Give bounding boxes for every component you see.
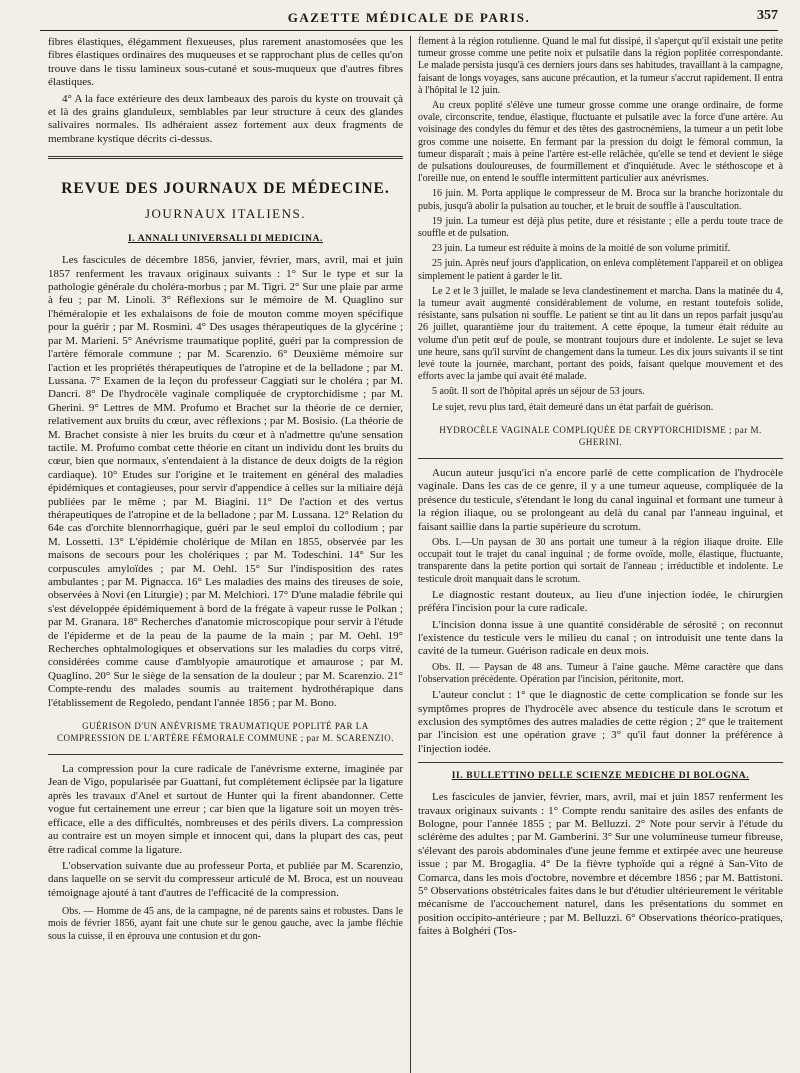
observation-paragraph: Obs. — Homme de 45 ans, de la campagne, né de parents sains et robustes. Dans le mois de février 1856, ayant fait une chute sur le genou gauche, avec la jambe fléchie sous la cuisse, il en éprouva une contusion et du gon- <box>48 906 403 942</box>
column-divider <box>410 36 411 1073</box>
short-rule <box>48 754 403 755</box>
paragraph: 4° A la face extérieure des deux lambeaux des parois du kyste on trouvait çà et là des grains glanduleux, semblables par leur structure à ceux des glandes salivaires normales. Ils adhéraient assez fortement aux deux fragments de membrane kystique décrits ci-dessus. <box>48 92 403 145</box>
paragraph: 25 juin. Après neuf jours d'application, on enleva complètement l'appareil et on obligea simplement le patient à garder le lit. <box>418 258 783 282</box>
paragraph: Aucun auteur jusqu'ici n'a encore parlé de cette complication de l'hydrocèle vaginale. Dans les cas de ce genre, il y a une tumeur aqueuse, compliquée de la présence du testicule, s'étendant le long du canal inguinal et formant une tumeur à la région iliaque, ou se prolongeant au delà du canal par l'anneau inguinal, et faisant saillie dans la partie supérieure du scrotum. <box>418 466 783 533</box>
section-rule <box>48 156 403 159</box>
observation-paragraph: Obs. I.—Un paysan de 30 ans portait une tumeur à la région iliaque droite. Elle occupait tout le trajet du canal inguinal ; de forme ovoïde, molle, élastique, fluctuante, transparente dans la petite portion qui sortait de l'anneau ; irréductible et indolente. Le testicule droit manquait dans le scrotum. <box>418 536 783 585</box>
main-heading: REVUE DES JOURNAUX DE MÉDECINE. <box>61 180 390 198</box>
paragraph: L'incision donna issue à une quantité considérable de sérosité ; on reconnut l'existence du testicule vers le milieu du canal ; on introduisit une tente dans la cavité de la tumeur. Guérison radicale en deux mois. <box>418 618 783 658</box>
observation-paragraph: Obs. II. — Paysan de 48 ans. Tumeur à l'aine gauche. Même caractère que dans l'observation précédente. Opération par l'incision, péritonite, mort. <box>418 661 783 685</box>
sub-heading: JOURNAUX ITALIENS. <box>144 206 306 222</box>
paragraph: 19 juin. La tumeur est déjà plus petite, dure et résistante ; elle a perdu toute trace de souffle et de pulsation. <box>418 215 783 240</box>
paragraph: 5 août. Il sort de l'hôpital après un séjour de 53 jours. <box>432 386 645 398</box>
running-title: GAZETTE MÉDICALE DE PARIS. <box>287 10 531 25</box>
page-number: 357 <box>757 8 778 23</box>
article-heading: GUÉRISON D'UN ANÉVRISME TRAUMATIQUE POPLITÉ PAR LA COMPRESSION DE L'ARTÈRE FÉMORALE COMMUNE ; par M. SCARENZIO. <box>56 721 395 744</box>
right-column <box>418 36 783 1069</box>
left-column <box>48 36 403 1069</box>
paragraph: Le 2 et le 3 juillet, le malade se leva clandestinement et marcha. Dans la matinée du 4, la tumeur avait augmenté considérablement de volume, en restant toutefois solide, résistante, sans pulsation ni souffle. Le patient se tint au lit dans un repos parfait jusqu'au 26 juillet, quarantième jour du traitement. A cette époque, la tumeur était réduite au volume d'un petit œuf de poule, se montrant toujours dure et indolente. Le sujet se leva une heure, sans qu'il survînt de changement dans la tumeur. Les dix jours suivants il se tint levé toute la journée, marchant, portant des poids, faisant quelque mouvement et des efforts avec la jambe qui avait été malade. <box>418 285 783 383</box>
paragraph: flement à la région rotulienne. Quand le mal fut dissipé, il s'aperçut qu'il existait une petite tumeur grosse comme une petite noix et pulsatile dans la région poplitée correspondante. Le malade persista jusqu'à ces derniers jours dans ses habitudes, travaillant à la campagne, faisant de longs voyages, sans aucune précaution, et la tumeur s'accrut rapidement. Il entra à l'hôpital le 12 juin. <box>418 36 783 96</box>
paragraph: Au creux poplité s'élève une tumeur grosse comme une orange ordinaire, de forme ovale, circonscrite, tendue, élastique, fluctuante et pulsatile avec la force d'une artère. Au voisinage des condyles du fémur et des têtes des gastrocnémiens, la tumeur a un petit lobe gros comme une noisette. En fermant par la pression du doigt le fémoral commun, la tumeur disparaît ; mais à peine l'artère est-elle relâchée, qu'elle se tend et devient le siège de pulsations douloureuses, de fourmillement et d'inquiétude. Avec le stéthoscope et à l'oreille nue, on entend le souffle intermittent particulier aux anévrismes. <box>418 100 783 185</box>
paragraph: Le sujet, revu plus tard, était demeuré dans un état parfait de guérison. <box>432 401 714 413</box>
short-rule <box>418 762 783 763</box>
paragraph: Le diagnostic restant douteux, au lieu d'une injection iodée, le chirurgien préféra l'incision pour la cure radicale. <box>418 588 783 615</box>
article-heading: HYDROCÈLE VAGINALE COMPLIQUÉE DE CRYPTORCHIDISME ; par M. GHERINI. <box>439 424 762 447</box>
paragraph: L'auteur conclut : 1° que le diagnostic de cette complication se fonde sur les symptômes propres de l'hydrocèle avec absence du testicule dans le scrotum et exclusion des symptômes des autres maladies de cette région ; 2° que le traitement par l'incision est une opération grave ; 3° qu'il faut donner la préférence à l'injection iodée. <box>418 689 783 755</box>
section-heading: I. ANNALI UNIVERSALI DI MEDICINA. <box>127 234 324 245</box>
paragraph: Les fascicules de décembre 1856, janvier, février, mars, avril, mai et juin 1857 renferment les travaux originaux suivants : 1° Sur le type et sur la pathologie générale du choléra-morbus ; par M. Tigri. 2° Sur une plaie par arme à feu ; par M. Linoli. 3° Réflexions sur le mémoire de M. Quaglino sur l'héméralopie et les exhalaisons de foie de mouton comme moyen spécifique pour la guérir ; par M. Rosmini. 4° Des usages thérapeutiques de la glycérine ; par M. Marieni. 5° Anévrisme traumatique poplité, guéri par la compression de l'artère fémorale commune ; par M. Scarenzio. 6° Deuxième mémoire sur l'action et les propriétés thérapeutiques de l'atropine et de la belladone ; par M. Lussana. 7° Examen de la leçon du professeur Caggiati sur le choléra ; par M. Dancri. 8° De l'hydrocèle vaginale compliquée de cryptorchidisme ; par M. Gherini. 9° Lettres de MM. Profumo et Brachet sur la théorie de ce dernier, relativement aux bruits du cœur, avec réflexions ; par M. Bosisio. (La théorie de M. Brachet consiste à nier les bruits du cœur et à n'admettre qu'une sensation tactile. M. Profumo combat cette théorie en citant un individu dont les bruits du cœur, bien que normaux, s'entendaient à la distance de deux doigts de la région cardiaque). 10° Etudes sur l'origine et le traitement en général des maladies épidémiques et contagieuses, pour servir d'appendice à celles sur la miliaire déjà publiées par le même ; par M. Biagini. 11° De l'action et des vertus thérapeutiques de l'atropine et de la belladone ; par M. Lussana. 12° Relation du 64e cas d'orchite blennorrhagique, guéri par le seul emploi du collodium ; par M. Lossetti. 13° L'épidémie cholérique de Milan en 1855, observée par les maisons de secours pour les cholériques ; par M. Todeschini. 14° Sur les corpuscules amyloïdes ; par M. Oehl. 15° Sur l'indisposition des rates ambulantes ; par M. Pignacca. 16° Les maladies des mains des tireuses de soie, observées à Novi (en Liturgie) ; par M. Melchiori. 17° D'une maladie fébrile qui s'est développée épidémiquement à bord de la frégate à vapeur russe le Polkan ; par M. Granara. 18° Recherches d'anatomie microscopique pour servir à l'étude de l'épiderme et de la peau de la paume de la main ; par M. Oehl. 19° Recherches ophtalmologiques et observations sur les maladies du corps vitré, considérées comme cause d'amblyopie amaurotique et amaurose ; par M. Quaglino. 20° Sur le siège de la sensation de la douleur ; par M. Scarenzio. 21° Compte-rendu des malades soumis au traitement hydrothérapique dans l'établissement de Regoledo, pendant l'année 1856 ; par M. Bono. <box>48 254 403 709</box>
paragraph: fibres élastiques, élégamment flexueuses, plus rarement anastomosées que les fibres élastiques ordinaires des muqueuses et se rapprochant plus de celles qu'on trouve dans le tissu lamineux sous-cutané et sous-muqueux que d'autres fibres élastiques. <box>48 36 403 89</box>
paragraph: Les fascicules de janvier, février, mars, avril, mai et juin 1857 renferment les travaux originaux suivants : 1° Compte rendu sanitaire des asiles des enfants de Bologne, pour l'année 1855 ; par M. Belluzzi. 2° Note pour servir à l'étude du sclérème des adultes ; par M. Gamberini. 3° Sur une volumineuse tumeur fibreuse, s'élevant des parois abdominales d'une jeune femme et extirpée avec une heureuse issue ; par M. Brogaglia. 4° De la fièvre typhoïde qui a régné à San-Vito de Comarca, dans les mois d'octobre, novembre et décembre 1856 ; par M. Battistoni. 5° Observations obstétricales faites dans le but d'étudier ultérieurement le véritable mécanisme de l'accouchement naturel, dans les présentations du sommet en position occipito-antérieure ; par M. Belluzzi. 6° Observations théorico-pratiques, faites à Bolghéri (Tos- <box>418 791 783 938</box>
paragraph: 16 juin. M. Porta applique le compresseur de M. Broca sur la branche horizontale du pubis, jusqu'à abolir la pulsation au toucher, et le bruit de souffle à l'auscultation. <box>418 188 783 212</box>
section-heading: II. BULLETTINO DELLE SCIENZE MEDICHE DI BOLOGNA. <box>451 771 750 782</box>
paragraph: L'observation suivante due au professeur Porta, et publiée par M. Scarenzio, dans laquelle on se servit du compresseur articulé de M. Broca, est un nouveau témoignage ajouté à tant d'autres de l'efficacité de la compression. <box>48 859 403 899</box>
paragraph: 23 juin. La tumeur est réduite à moins de la moitié de son volume primitif. <box>432 243 731 255</box>
paragraph: La compression pour la cure radicale de l'anévrisme externe, imaginée par Jean de Vigo, popularisée par Guattani, fut complétement éclipsée par la ligature après les travaux d'Anel et surtout de Hunter qui la firent abandonner. Cette vogue fut certainement une erreur ; car bien que la ligature soit un moyen très-efficace, elle a des difficultés, nombreuses et des périls divers. La compression au contraire est un moyen simple et innocent qui, dans la plupart des cas, peut être radical comme la ligature. <box>48 763 403 856</box>
running-header <box>40 8 778 31</box>
short-rule <box>418 458 783 459</box>
